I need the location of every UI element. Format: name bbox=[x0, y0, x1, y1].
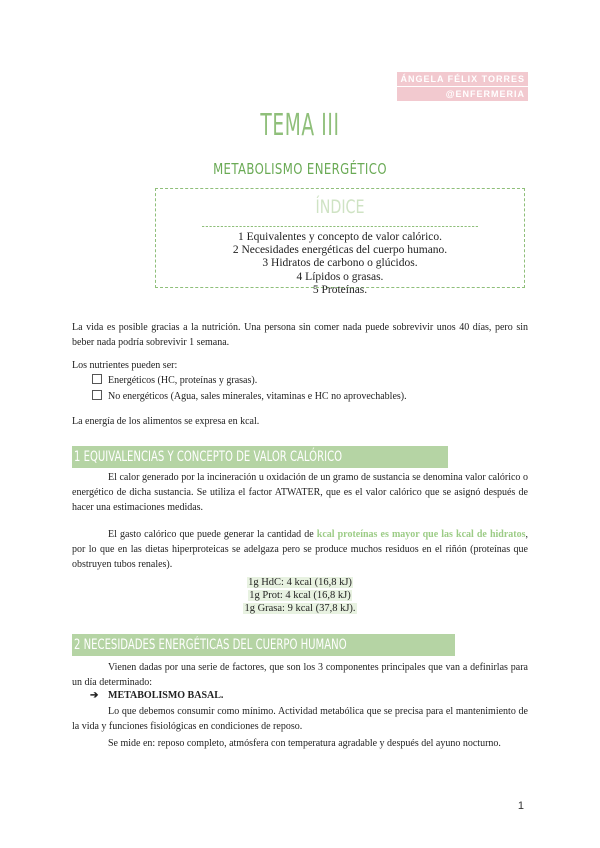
section-2-heading: 2 NECESIDADES ENERGÉTICAS DEL CUERPO HUMANO bbox=[72, 634, 455, 656]
nutrient-item bbox=[92, 390, 407, 404]
section-1-heading: 1 EQUIVALENCIAS Y CONCEPTO DE VALOR CALÓRICO bbox=[72, 446, 448, 468]
bullet-label: METABOLISMO BASAL. bbox=[108, 690, 224, 701]
index-box bbox=[155, 188, 525, 296]
page-title: TEMA III bbox=[260, 108, 340, 143]
author-tag bbox=[397, 72, 528, 102]
page-subtitle: METABOLISMO ENERGÉTICO bbox=[213, 160, 387, 178]
index-item: 3 Hidratos de carbono o glúcidos. bbox=[262, 257, 418, 270]
nutrient-item bbox=[92, 374, 257, 388]
equivalence-line: 1g Grasa: 9 kcal (37,8 kJ). bbox=[244, 603, 356, 614]
index-list bbox=[156, 227, 524, 297]
checkbox-icon bbox=[92, 390, 102, 400]
arrow-right-icon: ➔ bbox=[90, 690, 99, 701]
section-1-paragraph-2: El gasto calórico que puede generar la cantidad de kcal proteínas es mayor que las kcal de hidratos, por lo que en las dietas hiperproteicas se adelgaza pero se produce muchos residuos en el riñón (proteínas que obstruyen tubos renales). bbox=[72, 529, 529, 570]
author-handle: @ENFERMERIA bbox=[397, 87, 528, 101]
nutrient-item-label: Energéticos (HC, proteínas y grasas). bbox=[108, 375, 258, 386]
equivalence-line: 1g Prot: 4 kcal (16,8 kJ) bbox=[249, 590, 351, 601]
nutrients-lead: Los nutrientes pueden ser: bbox=[72, 360, 178, 371]
section-1-paragraph-1: El calor generado por la incineración u oxidación de un gramo de sustancia se denomina valor calórico o energético de dicha sustancia. Se utiliza el factor ATWATER, que es el valor calórico que se asignó después de hacer una estimaciones medidas. bbox=[72, 472, 528, 513]
equivalence-line: 1g HdC: 4 kcal (16,8 kJ) bbox=[248, 577, 352, 588]
section-2-paragraph-3: Se mide en: reposo completo, atmósfera con temperatura agradable y después del ayuno nocturno. bbox=[108, 738, 501, 749]
section-2-paragraph-1: Vienen dadas por una serie de factores, que son los 3 componentes principales que van a definirlas para un día determinado: bbox=[72, 662, 528, 688]
index-heading: ÍNDICE bbox=[202, 189, 478, 227]
nutrient-item-label: No energéticos (Agua, sales minerales, vitaminas e HC no aprovechables). bbox=[108, 391, 407, 402]
page-number: 1 bbox=[517, 800, 524, 812]
intro-paragraph: La vida es posible gracias a la nutrición. Una persona sin comer nada puede sobrevivir unos 40 días, pero sin beber nada podría sobrevivir 1 semana. bbox=[72, 322, 528, 348]
energy-note: La energía de los alimentos se expresa en kcal. bbox=[72, 416, 260, 427]
index-item: 5 Proteínas. bbox=[312, 283, 368, 296]
index-item: 4 Lípidos o grasas. bbox=[296, 270, 384, 283]
index-item: 2 Necesidades energéticas del cuerpo humano. bbox=[232, 244, 448, 257]
checkbox-icon bbox=[92, 374, 102, 384]
index-item: 1 Equivalentes y concepto de valor calórico. bbox=[237, 231, 443, 243]
highlight-text: kcal proteínas es mayor que las kcal de hidratos bbox=[316, 529, 526, 540]
bullet-item bbox=[90, 689, 223, 703]
section-2-paragraph-2: Lo que debemos consumir como mínimo. Actividad metabólica que se precisa para el mantenimiento de la vida y funciones fisiológicas en condiciones de reposo. bbox=[72, 706, 528, 732]
author-name: ÁNGELA FÉLIX TORRES bbox=[397, 72, 528, 86]
